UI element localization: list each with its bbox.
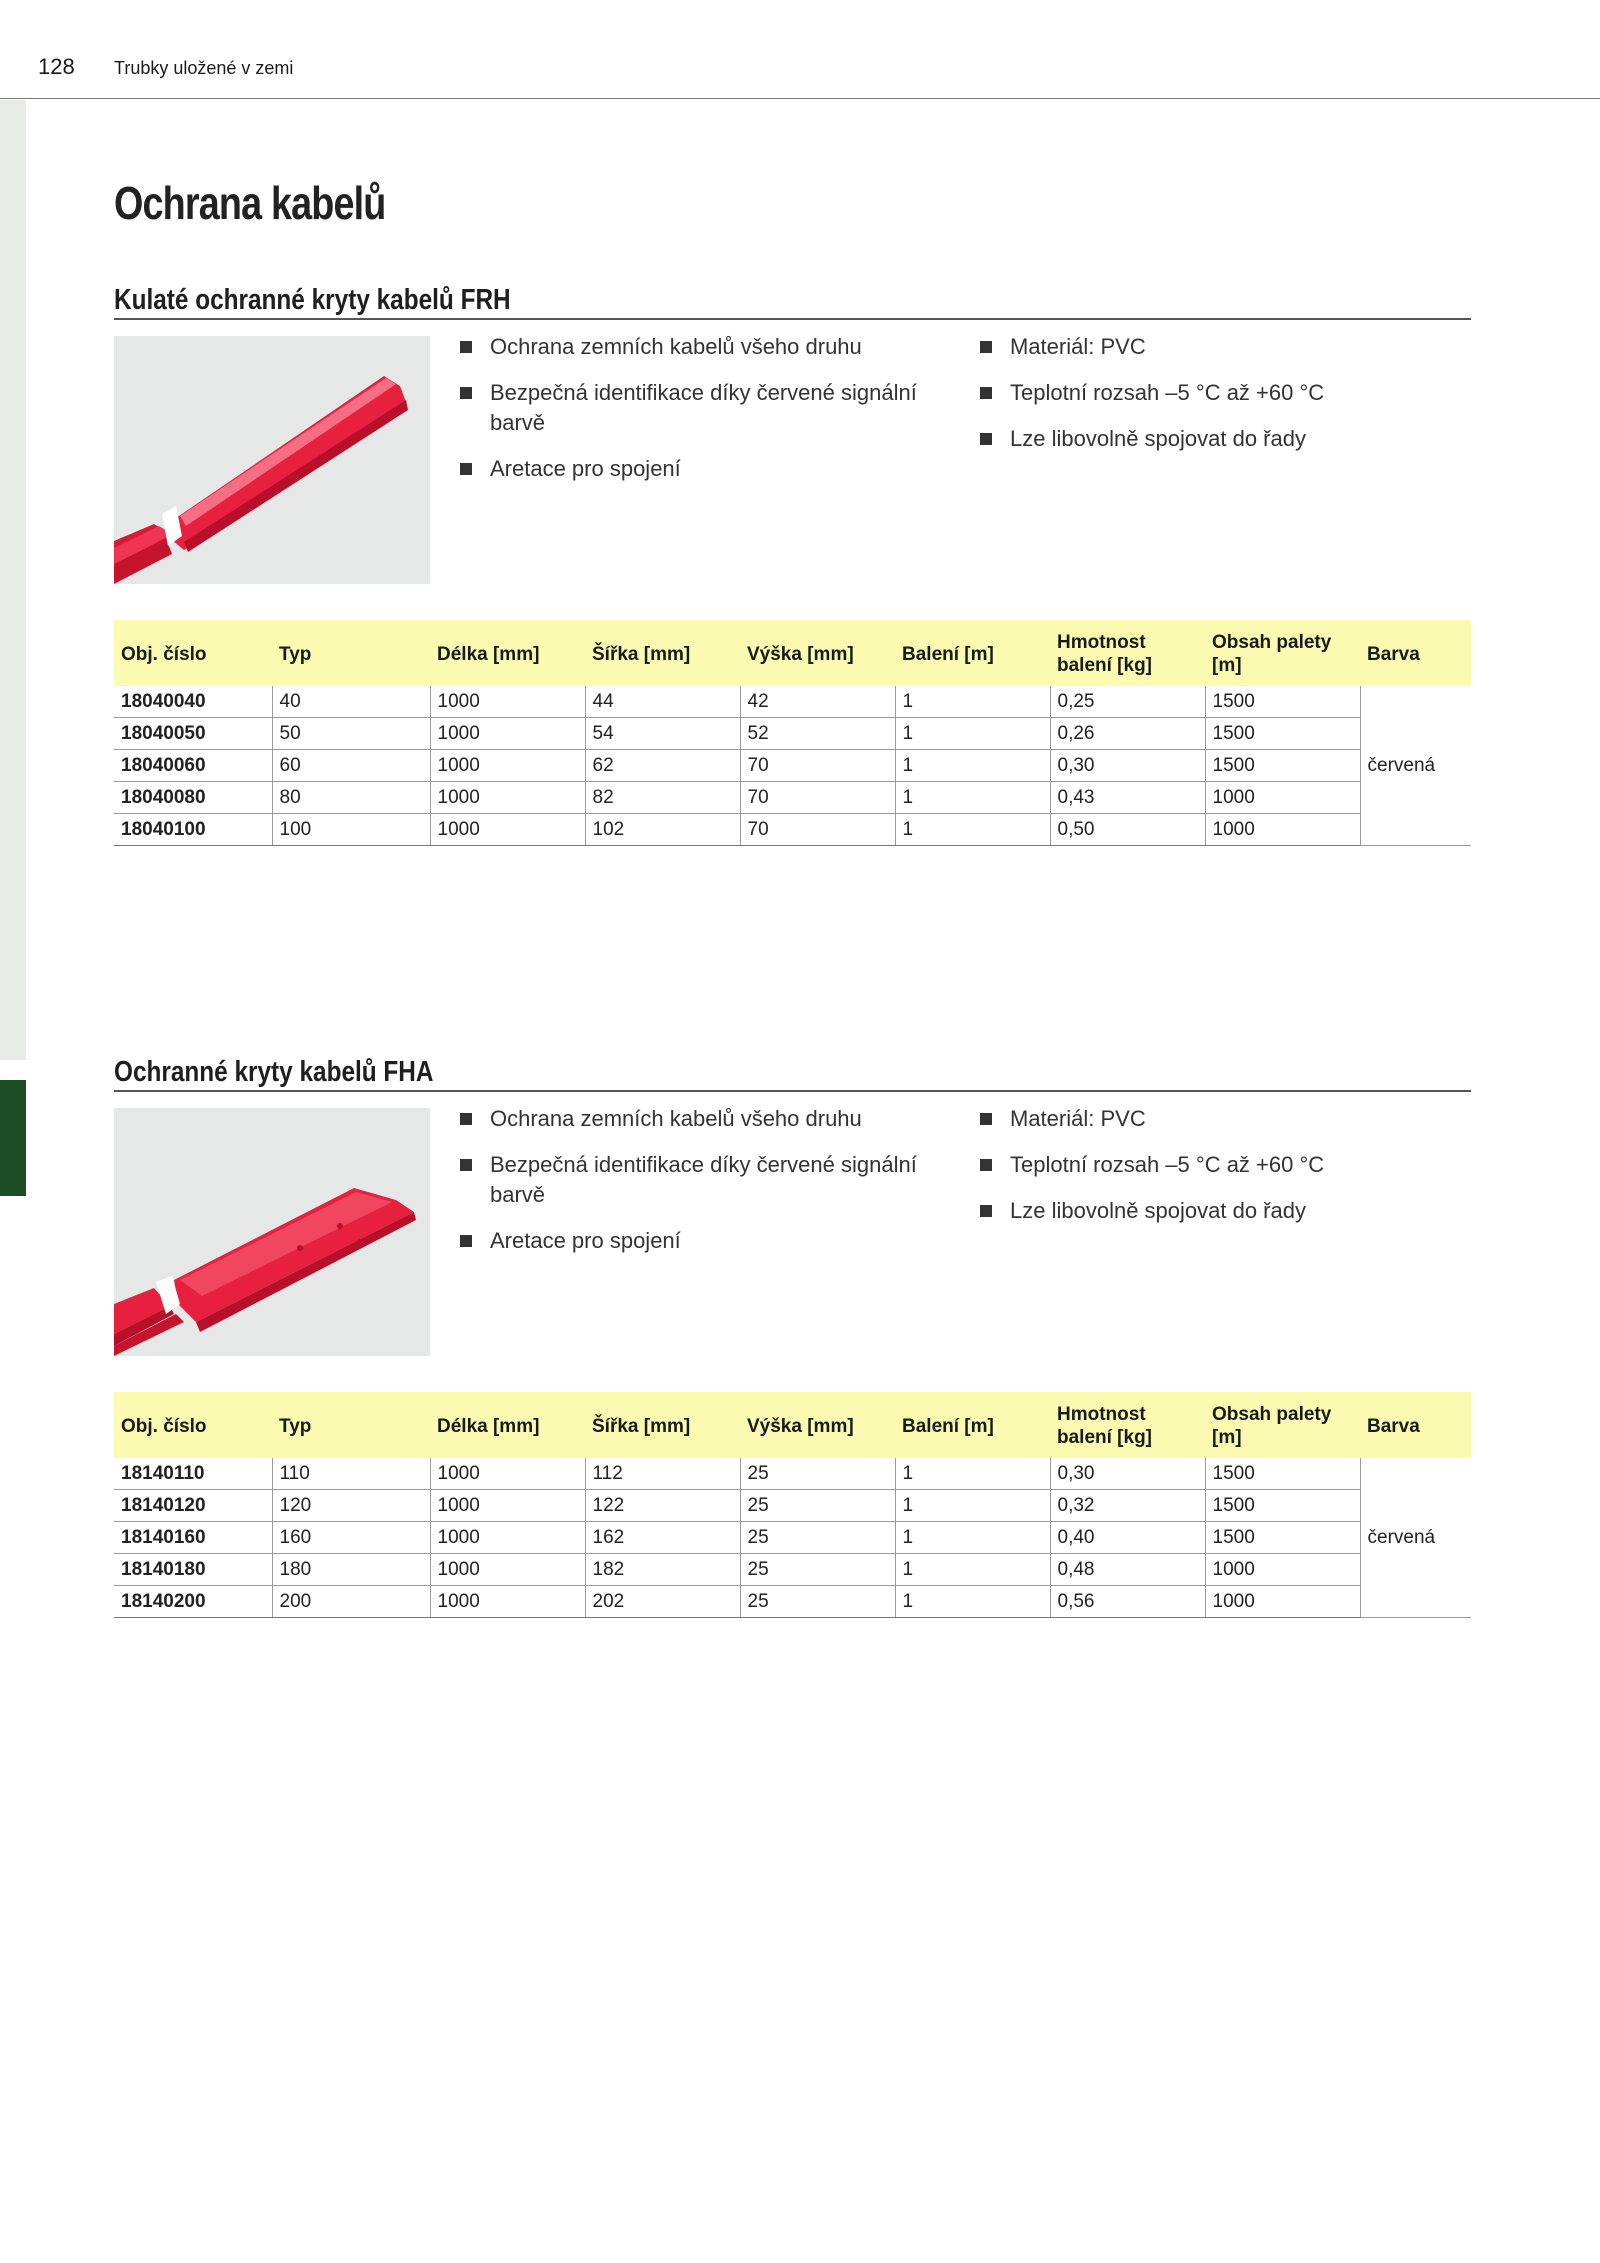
- feature-item: Teplotní rozsah –5 °C až +60 °C: [980, 378, 1440, 408]
- table-cell: 18140120: [114, 1490, 272, 1522]
- column-header: Délka [mm]: [430, 620, 585, 686]
- table-cell: 1: [895, 686, 1050, 718]
- table-cell: 112: [585, 1458, 740, 1490]
- table-cell: 0,43: [1050, 782, 1205, 814]
- square-bullet-icon: [460, 341, 472, 353]
- table-cell: 1000: [1205, 1586, 1360, 1618]
- table-cell: 25: [740, 1586, 895, 1618]
- chapter-tab: [0, 1080, 26, 1196]
- color-cell: červená: [1360, 1458, 1471, 1618]
- table-cell: 1000: [430, 1490, 585, 1522]
- table-row: [114, 686, 1471, 718]
- table-cell: 1500: [1205, 686, 1360, 718]
- table-cell: 0,40: [1050, 1522, 1205, 1554]
- table-cell: 1000: [430, 814, 585, 846]
- square-bullet-icon: [980, 387, 992, 399]
- table-cell: 122: [585, 1490, 740, 1522]
- column-header: Typ: [272, 620, 430, 686]
- table-cell: 1: [895, 782, 1050, 814]
- table-cell: 25: [740, 1490, 895, 1522]
- table-cell: 0,26: [1050, 718, 1205, 750]
- table-cell: 0,30: [1050, 750, 1205, 782]
- table-cell: 60: [272, 750, 430, 782]
- table-row: [114, 1522, 1471, 1554]
- column-header: Šířka [mm]: [585, 620, 740, 686]
- table-row: [114, 718, 1471, 750]
- feature-item: Bezpečná identifikace díky červené signální barvě: [460, 1150, 920, 1210]
- table-cell: 1: [895, 814, 1050, 846]
- column-header: Hmotnost balení [kg]: [1050, 620, 1205, 686]
- table-row: [114, 1554, 1471, 1586]
- table-cell: 1000: [1205, 782, 1360, 814]
- table-cell: 18040040: [114, 686, 272, 718]
- table-cell: 1000: [430, 686, 585, 718]
- side-margin-bar: [0, 100, 26, 1060]
- table-row: [114, 750, 1471, 782]
- table-cell: 0,48: [1050, 1554, 1205, 1586]
- table-cell: 18040050: [114, 718, 272, 750]
- table-cell: 1500: [1205, 1490, 1360, 1522]
- column-header: Balení [m]: [895, 620, 1050, 686]
- table-cell: 18040060: [114, 750, 272, 782]
- feature-item: Materiál: PVC: [980, 332, 1440, 362]
- table-cell: 70: [740, 814, 895, 846]
- table-cell: 180: [272, 1554, 430, 1586]
- table-cell: 162: [585, 1522, 740, 1554]
- section-divider: [114, 1090, 1471, 1092]
- feature-list-right: [980, 332, 1440, 470]
- column-header: Obj. číslo: [114, 620, 272, 686]
- table-cell: 0,50: [1050, 814, 1205, 846]
- feature-item: Aretace pro spojení: [460, 1226, 920, 1256]
- feature-list-right: [980, 1104, 1440, 1242]
- feature-list-left: [460, 332, 920, 500]
- page-number: 128: [38, 54, 75, 79]
- page-title: Ochrana kabelů: [114, 177, 386, 229]
- feature-item: Ochrana zemních kabelů všeho druhu: [460, 332, 920, 362]
- square-bullet-icon: [460, 387, 472, 399]
- table-cell: 82: [585, 782, 740, 814]
- table-cell: 0,56: [1050, 1586, 1205, 1618]
- table-row: [114, 1458, 1471, 1490]
- table-cell: 200: [272, 1586, 430, 1618]
- table-cell: 1: [895, 1586, 1050, 1618]
- table-cell: 202: [585, 1586, 740, 1618]
- table-cell: 1500: [1205, 718, 1360, 750]
- table-cell: 54: [585, 718, 740, 750]
- table-cell: 1500: [1205, 750, 1360, 782]
- table-cell: 1000: [430, 750, 585, 782]
- feature-item: Bezpečná identifikace díky červené signální barvě: [460, 378, 920, 438]
- square-bullet-icon: [460, 1235, 472, 1247]
- square-bullet-icon: [980, 1159, 992, 1171]
- table-cell: 25: [740, 1458, 895, 1490]
- table-cell: 1: [895, 1554, 1050, 1586]
- column-header: Hmotnost balení [kg]: [1050, 1392, 1205, 1458]
- column-header: Typ: [272, 1392, 430, 1458]
- table-cell: 120: [272, 1490, 430, 1522]
- table-cell: 18140160: [114, 1522, 272, 1554]
- column-header: Barva: [1360, 620, 1471, 686]
- table-cell: 0,30: [1050, 1458, 1205, 1490]
- table-cell: 42: [740, 686, 895, 718]
- table-cell: 100: [272, 814, 430, 846]
- page-header: [0, 0, 1600, 100]
- table-cell: 1: [895, 1458, 1050, 1490]
- table-header-row: [114, 1392, 1471, 1458]
- table-cell: 70: [740, 782, 895, 814]
- table-cell: 18040080: [114, 782, 272, 814]
- table-cell: 182: [585, 1554, 740, 1586]
- product-photo-round-cover: [114, 336, 430, 584]
- square-bullet-icon: [460, 463, 472, 475]
- column-header: Balení [m]: [895, 1392, 1050, 1458]
- table-cell: 102: [585, 814, 740, 846]
- spec-table: [114, 1392, 1471, 1618]
- square-bullet-icon: [460, 1113, 472, 1125]
- table-cell: 25: [740, 1522, 895, 1554]
- table-cell: 1000: [430, 782, 585, 814]
- spec-table: [114, 620, 1471, 846]
- table-cell: 1000: [430, 1458, 585, 1490]
- table-cell: 1: [895, 1490, 1050, 1522]
- feature-item: Materiál: PVC: [980, 1104, 1440, 1134]
- feature-item: Ochrana zemních kabelů všeho druhu: [460, 1104, 920, 1134]
- table-cell: 70: [740, 750, 895, 782]
- table-cell: 52: [740, 718, 895, 750]
- column-header: Délka [mm]: [430, 1392, 585, 1458]
- column-header: Výška [mm]: [740, 1392, 895, 1458]
- table-cell: 18140180: [114, 1554, 272, 1586]
- table-cell: 18040100: [114, 814, 272, 846]
- column-header: Obj. číslo: [114, 1392, 272, 1458]
- table-row: [114, 1586, 1471, 1618]
- square-bullet-icon: [980, 433, 992, 445]
- table-cell: 40: [272, 686, 430, 718]
- table-cell: 18140200: [114, 1586, 272, 1618]
- feature-item: Aretace pro spojení: [460, 454, 920, 484]
- table-cell: 1: [895, 718, 1050, 750]
- table-header-row: [114, 620, 1471, 686]
- table-cell: 0,25: [1050, 686, 1205, 718]
- running-title: Trubky uložené v zemi: [114, 58, 294, 78]
- table-cell: 1500: [1205, 1522, 1360, 1554]
- table-row: [114, 1490, 1471, 1522]
- table-cell: 62: [585, 750, 740, 782]
- column-header: Výška [mm]: [740, 620, 895, 686]
- table-cell: 1500: [1205, 1458, 1360, 1490]
- feature-item: Lze libovolně spojovat do řady: [980, 424, 1440, 454]
- square-bullet-icon: [980, 1205, 992, 1217]
- table-cell: 25: [740, 1554, 895, 1586]
- column-header: Šířka [mm]: [585, 1392, 740, 1458]
- table-cell: 110: [272, 1458, 430, 1490]
- table-row: [114, 782, 1471, 814]
- table-cell: 1000: [430, 1586, 585, 1618]
- table-cell: 0,32: [1050, 1490, 1205, 1522]
- square-bullet-icon: [980, 341, 992, 353]
- feature-item: Lze libovolně spojovat do řady: [980, 1196, 1440, 1226]
- feature-item: Teplotní rozsah –5 °C až +60 °C: [980, 1150, 1440, 1180]
- header-divider: [0, 98, 1600, 99]
- column-header: Obsah palety [m]: [1205, 1392, 1360, 1458]
- table-row: [114, 814, 1471, 846]
- table-cell: 44: [585, 686, 740, 718]
- square-bullet-icon: [980, 1113, 992, 1125]
- table-cell: 1: [895, 1522, 1050, 1554]
- table-cell: 1: [895, 750, 1050, 782]
- table-cell: 1000: [1205, 1554, 1360, 1586]
- table-cell: 1000: [430, 718, 585, 750]
- column-header: Barva: [1360, 1392, 1471, 1458]
- section-title: Ochranné kryty kabelů FHA: [114, 1056, 434, 1088]
- section-divider: [114, 318, 1471, 320]
- square-bullet-icon: [460, 1159, 472, 1171]
- table-cell: 80: [272, 782, 430, 814]
- table-cell: 1000: [430, 1522, 585, 1554]
- table-cell: 50: [272, 718, 430, 750]
- product-photo-flat-cover: [114, 1108, 430, 1356]
- table-cell: 1000: [1205, 814, 1360, 846]
- table-cell: 18140110: [114, 1458, 272, 1490]
- color-cell: červená: [1360, 686, 1471, 846]
- section-title: Kulaté ochranné kryty kabelů FRH: [114, 284, 511, 316]
- table-cell: 1000: [430, 1554, 585, 1586]
- column-header: Obsah palety [m]: [1205, 620, 1360, 686]
- table-cell: 160: [272, 1522, 430, 1554]
- feature-list-left: [460, 1104, 920, 1272]
